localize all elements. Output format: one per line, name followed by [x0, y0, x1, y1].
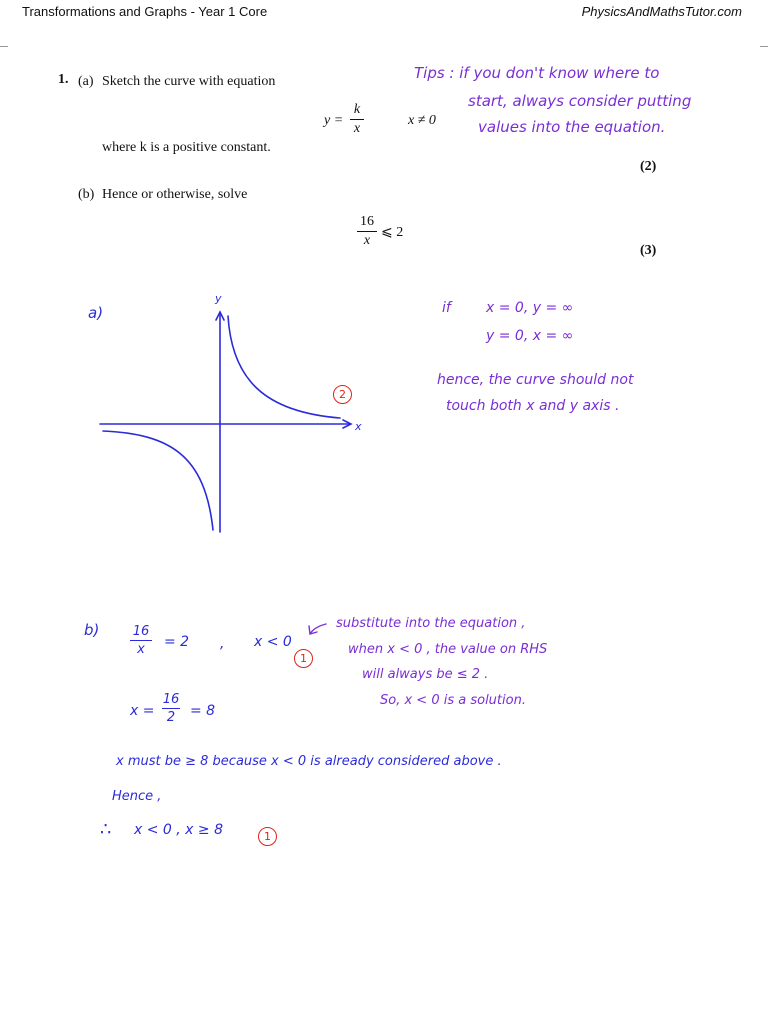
x-denominator: 2	[166, 710, 176, 725]
answer-comma: ,	[220, 636, 225, 652]
equation-numerator: k	[353, 102, 361, 117]
header-title: Transformations and Graphs - Year 1 Core	[22, 4, 268, 19]
condition-1: x = 0, y = ∞	[486, 300, 574, 316]
marks-a: (2)	[640, 159, 657, 174]
question-number: 1.	[58, 72, 69, 87]
equation-condition: x ≠ 0	[408, 113, 436, 128]
therefore-symbol: ∴	[100, 819, 112, 840]
substitute-line-3: will always be ≤ 2 .	[362, 667, 489, 682]
x-fraction	[162, 692, 180, 725]
hence-label: Hence ,	[112, 789, 162, 804]
must-be-line: x must be ≥ 8 because x < 0 is already considered above .	[116, 754, 502, 769]
equation-denominator: x	[353, 121, 361, 136]
part-a-label: (a)	[78, 74, 94, 89]
equation-lhs: y =	[324, 113, 344, 128]
fraction-bar	[162, 708, 180, 709]
answer-x-lt-0: x < 0	[254, 634, 292, 650]
header-site: PhysicsAndMathsTutor.com	[581, 4, 742, 19]
x-result: = 8	[190, 703, 216, 719]
if-label: if	[442, 300, 451, 316]
inequality-denominator: x	[363, 233, 371, 248]
inequality-numerator: 16	[360, 214, 374, 229]
part-a-text: Sketch the curve with equation	[102, 74, 276, 89]
tips-line-2: start, always consider putting	[468, 92, 692, 110]
x-equals-label: x =	[130, 703, 155, 719]
part-b-label: (b)	[78, 187, 95, 202]
tips-line-3: values into the equation.	[478, 118, 666, 136]
marks-b: (3)	[640, 243, 657, 258]
answer-eq-2: = 2	[164, 634, 190, 650]
substitute-line-2: when x < 0 , the value on RHS	[348, 642, 548, 657]
answer-numerator: 16	[132, 624, 150, 639]
tips-line-1: Tips : if you don't know where to	[414, 64, 660, 82]
x-axis-label: x	[355, 420, 362, 433]
hence-line-1: hence, the curve should not	[437, 372, 634, 388]
answer-b-label: b)	[84, 621, 100, 639]
condition-2: y = 0, x = ∞	[486, 328, 574, 344]
substitute-line-1: substitute into the equation ,	[336, 616, 526, 631]
hence-line-2: touch both x and y axis .	[446, 398, 620, 414]
constant-note: where k is a positive constant.	[102, 140, 271, 155]
final-answer: x < 0 , x ≥ 8	[134, 822, 223, 838]
mark-circle-a: 2	[333, 385, 352, 404]
answer-a-label: a)	[88, 304, 104, 322]
part-b-text: Hence or otherwise, solve	[102, 187, 248, 202]
y-axis-label: y	[215, 292, 222, 305]
mark-circle-b1: 1	[294, 649, 313, 668]
x-numerator: 16	[162, 692, 180, 707]
answer-denominator: x	[137, 642, 145, 657]
mark-circle-b2: 1	[258, 827, 277, 846]
substitute-line-4: So, x < 0 is a solution.	[380, 693, 526, 708]
inequality-rhs: ⩽ 2	[381, 225, 404, 240]
